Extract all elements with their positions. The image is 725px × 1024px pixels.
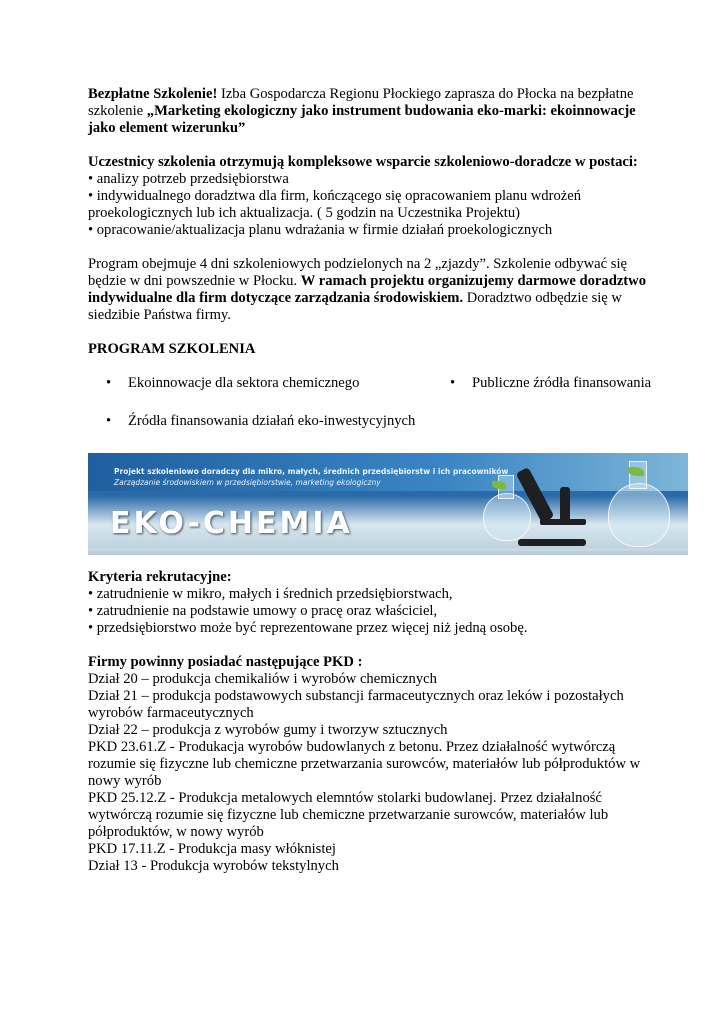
support-item: • opracowanie/aktualizacja planu wdrażania w firmie działań proekologicznych (88, 222, 553, 238)
bullet-icon: • (450, 375, 456, 391)
support-item: • indywidualnego doradztwa dla firm, kończącego się opracowaniem planu wdrożeń proekologicznych lub ich aktualizacja. ( 5 godzin na Uczestnika Projektu) (88, 188, 582, 221)
leaf-icon (628, 467, 644, 476)
support-heading (88, 154, 648, 171)
program-heading-text: PROGRAM SZKOLENIA (88, 341, 256, 357)
program-info-paragraph (88, 256, 648, 324)
intro-paragraph (88, 86, 648, 137)
microscope-arm (560, 487, 570, 523)
training-title: „Marketing ekologiczny jako instrument budowania eko-marki: ekoinnowacje jako element wizerunku” (88, 103, 636, 136)
program-item-label: Źródła finansowania działań eko-inwestycyjnych (128, 413, 416, 429)
bullet-icon: • (106, 375, 112, 391)
pkd-item: Dział 22 – produkcja z wyrobów gumy i tworzyw sztucznych (88, 722, 448, 738)
support-item: • analizy potrzeb przedsiębiorstwa (88, 171, 289, 187)
pkd-section (88, 654, 648, 875)
bullet-icon: • (106, 413, 112, 429)
pkd-item: PKD 17.11.Z - Produkcja masy włóknistej (88, 841, 336, 857)
pkd-item: Dział 13 - Produkcja wyrobów tekstylnych (88, 858, 339, 874)
program-item-label: Publiczne źródła finansowania (472, 375, 652, 391)
program-item-label: Ekoinnowacje dla sektora chemicznego (128, 375, 360, 391)
intro-text: Izba Gospodarcza Regionu Płockiego zaprasza do Płocka na bezpłatne szkolenie (88, 86, 634, 119)
flask-icon (608, 483, 670, 547)
criteria-item: • przedsiębiorstwo może być reprezentowane przez więcej niż jedną osobę. (88, 620, 528, 636)
pkd-heading-text: Firmy powinny posiadać następujące PKD : (88, 654, 363, 670)
pkd-item: PKD 23.61.Z - Produkacja wyrobów budowlanych z betonu. Przez działalność wytwórczą rozumie się fizyczne lub chemiczne przetwarzania surowców, materiałów lub półproduktów w nowy wyrób (88, 739, 641, 789)
intro-bold-lead: Bezpłatne Szkolenie! (88, 86, 218, 102)
document-page (88, 86, 652, 875)
pkd-item: PKD 25.12.Z - Produkcja metalowych elemntów stolarki budowlanej. Przez działalność wytwórczą rozumie się fizyczne lub chemiczne przetwarzanie surowców, materiałów lub półproduktów, w nowy wyrób (88, 790, 609, 840)
pkd-item: Dział 21 – produkcja podstawowych substancji farmaceutycznych oraz leków i pozostałych wyrobów farmaceutycznych (88, 688, 624, 721)
program-info-text1: Program obejmuje 4 dni szkoleniowych podzielonych na 2 „zjazdy”. Szkolenie odbywać się będzie w dni powszednie w Płocku. (88, 256, 627, 289)
flask-icon (483, 493, 531, 541)
program-heading (88, 341, 648, 358)
program-info-bold: W ramach projektu organizujemy darmowe doradztwo indywidualne dla firm dotyczące zarządzania środowiskiem. (88, 273, 646, 306)
banner-stripe (88, 548, 688, 551)
pkd-heading (88, 654, 648, 671)
banner-title: EKO-CHEMIA (110, 506, 353, 541)
banner-line2: Zarządzanie środowiskiem w przedsiębiorstwie, marketing ekologiczny (114, 478, 381, 487)
eko-chemia-banner (88, 453, 688, 555)
microscope-base (518, 539, 586, 546)
criteria-section (88, 569, 648, 637)
program-info-text2: Doradztwo odbędzie się w siedzibie Państwa firmy. (88, 290, 622, 323)
criteria-heading-text: Kryteria rekrutacyjne: (88, 569, 232, 585)
support-section (88, 154, 648, 239)
support-heading-text: Uczestnicy szkolenia otrzymują kompleksowe wsparcie szkoleniowo-doradcze w postaci: (88, 154, 638, 170)
banner-line1: Projekt szkoleniowo doradczy dla mikro, małych, średnich przedsiębiorstw i ich pracowników (114, 467, 509, 476)
program-list (88, 375, 652, 443)
leaf-icon (492, 481, 506, 489)
pkd-item: Dział 20 – produkcja chemikaliów i wyrobów chemicznych (88, 671, 437, 687)
criteria-heading (88, 569, 648, 586)
criteria-item: • zatrudnienie na podstawie umowy o pracę oraz właściciel, (88, 603, 438, 619)
criteria-item: • zatrudnienie w mikro, małych i średnich przedsiębiorstwach, (88, 586, 453, 602)
